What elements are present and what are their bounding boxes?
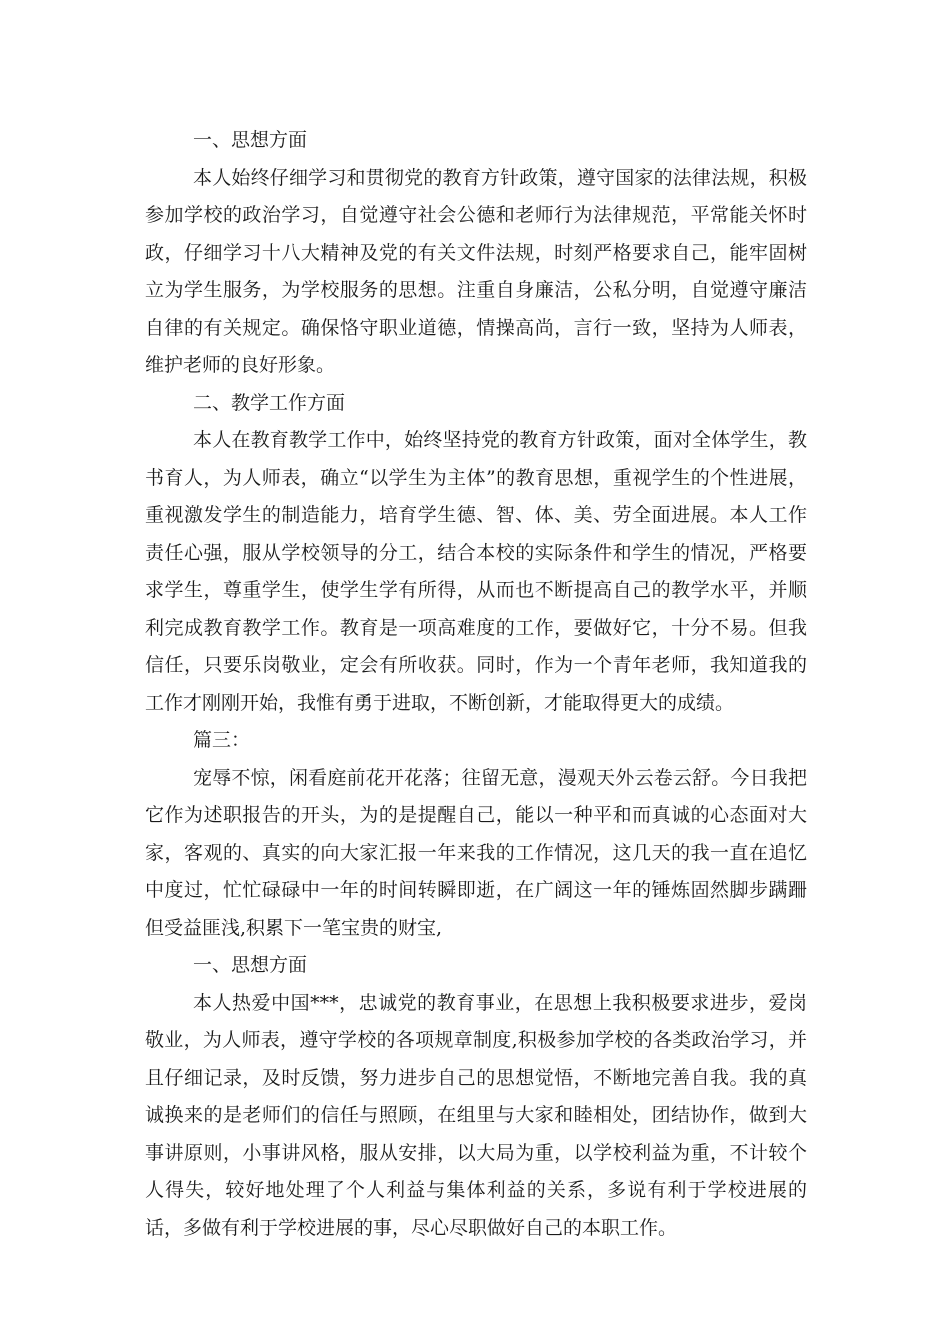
section-thought-2 xyxy=(145,947,807,1247)
section-paragraph: 本人热爱中国***，忠诚党的教育事业，在思想上我积极要求进步，爱岗敬业，为人师表，遵守学校的各项规章制度,积极参加学校的各类政治学习，并且仔细记录，及时反馈，努力进步自己的思想觉悟，不断地完善自我。我的真诚换来的是老师们的信任与照顾，在组里与大家和睦相处，团结协作，做到大事讲原则，小事讲风格，服从安排，以大局为重，以学校利益为重，不计较个人得失，较好地处理了个人利益与集体利益的关系，多说有利于学校进展的话，多做有利于学校进展的事，尽心尽职做好自己的本职工作。 xyxy=(145,991,807,1239)
section-part-three xyxy=(145,722,807,947)
section-heading: 一、思想方面 xyxy=(193,954,308,976)
document-page xyxy=(145,122,807,1247)
section-thought-1 xyxy=(145,122,807,385)
section-heading: 二、教学工作方面 xyxy=(193,391,346,414)
section-heading: 篇三： xyxy=(193,729,251,751)
section-heading: 一、思想方面 xyxy=(193,129,308,151)
section-teaching xyxy=(145,385,807,723)
section-paragraph: 本人始终仔细学习和贯彻党的教育方针政策，遵守国家的法律法规，积极参加学校的政治学习，自觉遵守社会公德和老师行为法律规范，平常能关怀时政，仔细学习十八大精神及党的有关文件法规，时刻严格要求自己，能牢固树立为学生服务，为学校服务的思想。注重自身廉洁，公私分明，自觉遵守廉洁自律的有关规定。确保恪守职业道德，情操高尚，言行一致，坚持为人师表，维护老师的良好形象。 xyxy=(145,166,807,376)
section-paragraph: 本人在教育教学工作中，始终坚持党的教育方针政策，面对全体学生，教书育人，为人师表，确立“以学生为主体”的教育思想，重视学生的个性进展，重视激发学生的制造能力，培育学生德、智、体、美、劳全面进展。本人工作责任心强，服从学校领导的分工，结合本校的实际条件和学生的情况，严格要求学生，尊重学生，使学生学有所得，从而也不断提高自己的教学水平，并顺利完成教育教学工作。教育是一项高难度的工作，要做好它，十分不易。但我信任，只要乐岗敬业，定会有所收获。同时，作为一个青年老师，我知道我的工作才刚刚开始，我惟有勇于进取，不断创新，才能取得更大的成绩。 xyxy=(145,429,807,714)
section-paragraph: 宠辱不惊，闲看庭前花开花落；往留无意，漫观天外云卷云舒。今日我把它作为述职报告的开头，为的是提醒自己，能以一种平和而真诚的心态面对大家，客观的、真实的向大家汇报一年来我的工作情况，这几天的我一直在追忆中度过，忙忙碌碌中一年的时间转瞬即逝，在广阔这一年的锤炼固然脚步蹒跚但受益匪浅,积累下一笔宝贵的财宝, xyxy=(145,766,807,939)
